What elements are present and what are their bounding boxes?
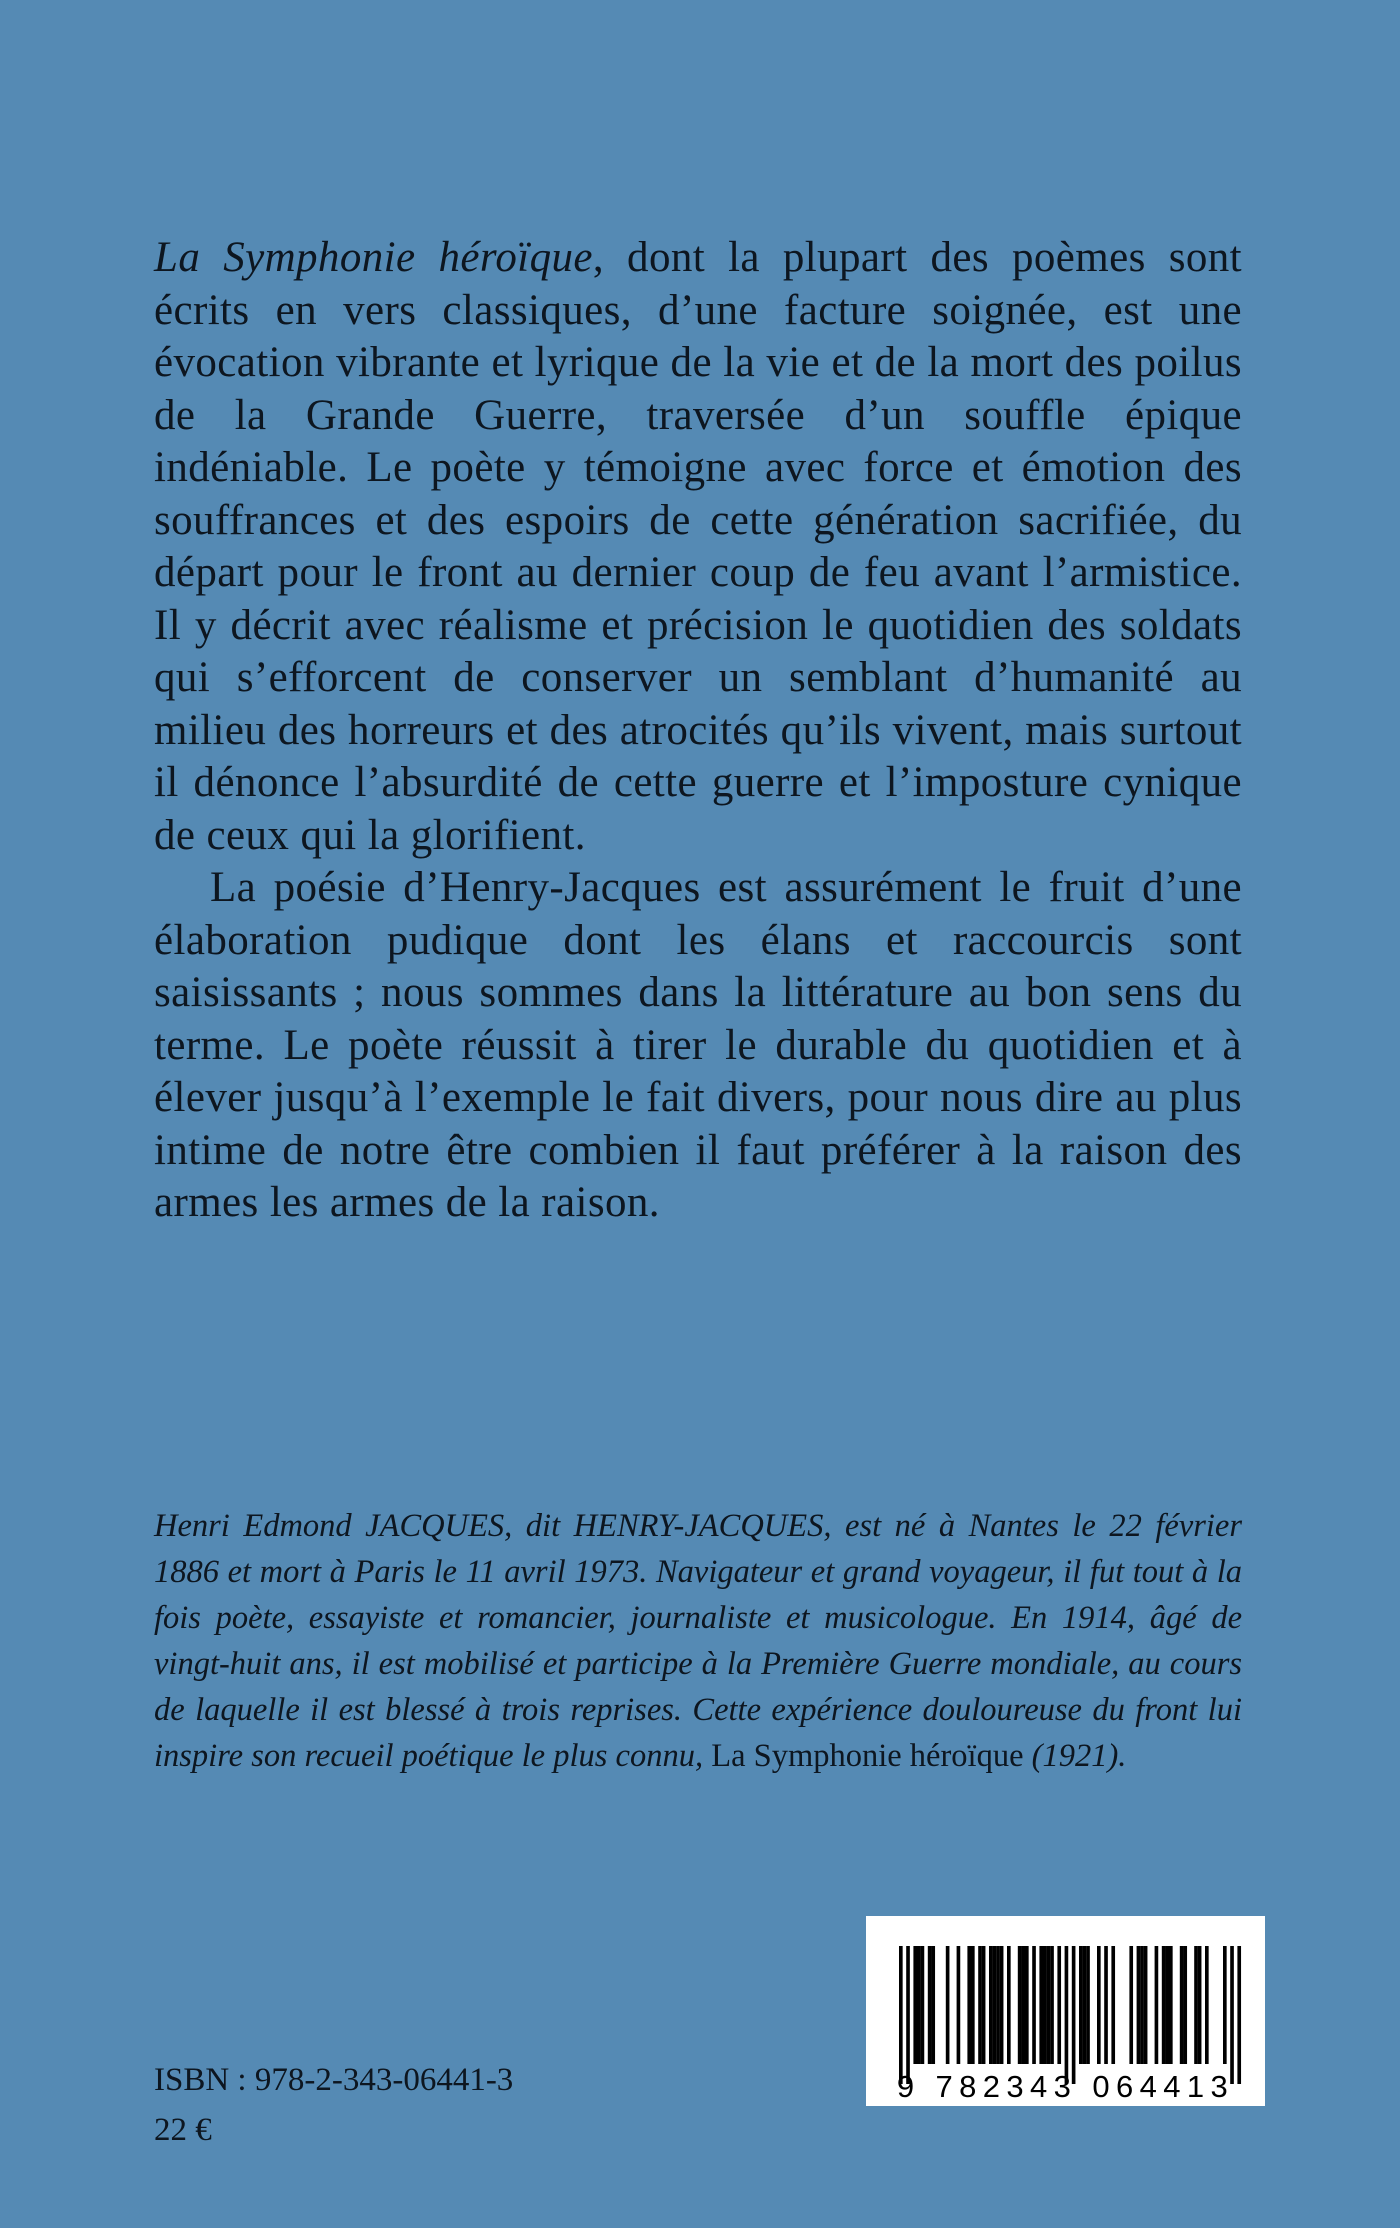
- barcode-bar: [1129, 1946, 1133, 2064]
- barcode-bar: [982, 1946, 986, 2064]
- barcode-bar: [989, 1946, 993, 2064]
- barcode-bar: [1032, 1946, 1036, 2064]
- barcode-bar: [1140, 1946, 1144, 2064]
- barcode-bar: [1079, 1946, 1083, 2064]
- barcode-guard-bar: [1072, 1946, 1076, 2084]
- barcode-bar: [1021, 1946, 1025, 2064]
- barcode-bar: [1205, 1946, 1209, 2064]
- barcode-bar: [1183, 1946, 1187, 2064]
- blurb-paragraph-2: La poésie d’Henry-Jacques est assurément le fruit d’une élaboration pudique dont les élans et raccourcis sont saisissants ; nous sommes dans la littérature au bon sens du terme. Le poète réussit à tirer le durable du quotidien et à élever jusqu’à l’exemple le fait divers, pour nous dire au plus intime de notre être combien il faut préférer à la raison des armes les armes de la raison.: [154, 864, 1242, 1226]
- barcode-bar: [1007, 1946, 1011, 2064]
- barcode-bar: [1043, 1946, 1047, 2064]
- isbn-barcode: [866, 1916, 1265, 2106]
- blurb-paragraph-1-text: , dont la plupart des poèmes sont écrits en vers classiques, d’une facture soignée, est une évocation vibrante et lyrique de la vie et de la mort des poilus de la Grande Guerre, traversée d’un souffle épique indéniable. Le poète y témoigne avec force et émotion des souffrances et des espoirs de cette génération sacrifiée, du départ pour le front au dernier coup de feu avant l’armistice. Il y décrit avec réalisme et précision le quotidien des soldats qui s’efforcent de conserver un semblant d’humanité au milieu des horreurs et des atrocités qu’ils vivent, mais surtout il dénonce l’absurdité de cette guerre et l’imposture cynique de ceux qui la glorifient.: [154, 234, 1242, 859]
- barcode-bar: [1111, 1946, 1115, 2064]
- barcode-guard-bar: [1237, 1946, 1241, 2084]
- author-bio-text: Henri Edmond JACQUES, dit HENRY-JACQUES, est né à Nantes le 22 février 1886 et mort à Paris le 11 avril 1973. Navigateur et grand voyageur, il fut tout à la fois poète, essayiste et romancier, journaliste et musicologue. En 1914, âgé de vingt-huit ans, il est mobilisé et participe à la Première Guerre mondiale, au cours de laquelle il est blessé à trois reprises. Cette expérience douloureuse du front lui inspire son recueil poétique le plus connu,: [154, 1508, 1242, 1774]
- barcode-bar: [917, 1946, 921, 2064]
- barcode-bar: [1000, 1946, 1004, 2064]
- barcode-bar: [1169, 1946, 1173, 2064]
- barcode-bar: [1223, 1946, 1227, 2064]
- author-biography: [154, 1503, 1242, 1779]
- barcode-bar: [931, 1946, 935, 2064]
- barcode-bar: [1162, 1946, 1166, 2064]
- barcode-bar: [971, 1946, 975, 2064]
- barcode-guard-bar: [906, 1946, 910, 2084]
- barcode-bar: [1165, 1946, 1169, 2064]
- barcode-bar: [1155, 1946, 1159, 2064]
- author-bio-year: (1921).: [1023, 1738, 1127, 1774]
- barcode-bar: [921, 1946, 925, 2064]
- barcode-guard-bar: [1065, 1946, 1069, 2084]
- barcode-guard-bar: [899, 1946, 903, 2084]
- barcode-bar: [928, 1946, 932, 2064]
- barcode-digits: 9 782343 064413: [896, 2069, 1235, 2104]
- barcode-bar: [1047, 1946, 1051, 2064]
- barcode-bar: [1086, 1946, 1090, 2064]
- barcode-bar: [1144, 1946, 1148, 2064]
- price: 22 €: [154, 2112, 212, 2148]
- barcode-bar: [1137, 1946, 1141, 2064]
- barcode-bar: [1097, 1946, 1101, 2064]
- barcode-bar: [1025, 1946, 1029, 2064]
- barcode-bar: [1198, 1946, 1202, 2064]
- barcode-bar: [1083, 1946, 1087, 2064]
- blurb-paragraph-1: [154, 232, 1242, 862]
- barcode-bar: [996, 1946, 1000, 2064]
- barcode-bar: [993, 1946, 997, 2064]
- author-bio-book-title: La Symphonie héroïque: [711, 1738, 1024, 1774]
- barcode-guard-bar: [1230, 1946, 1234, 2084]
- barcode-bar: [1180, 1946, 1184, 2064]
- barcode-bar: [1104, 1946, 1108, 2064]
- book-title-italic: La Symphonie héroïque: [154, 234, 593, 281]
- isbn-number: ISBN : 978-2-343-06441-3: [154, 2062, 514, 2098]
- barcode-bar: [1018, 1946, 1022, 2064]
- barcode-bar: [1050, 1946, 1054, 2064]
- barcode-bar: [1039, 1946, 1043, 2064]
- barcode-bar: [913, 1946, 917, 2064]
- barcode-bar: [946, 1946, 950, 2064]
- barcode-bar: [978, 1946, 982, 2064]
- back-cover-blurb: [154, 232, 1242, 1230]
- barcode-bar: [957, 1946, 961, 2064]
- barcode-bar: [1194, 1946, 1198, 2064]
- barcode-bar: [1057, 1946, 1061, 2064]
- barcode-bar: [967, 1946, 971, 2064]
